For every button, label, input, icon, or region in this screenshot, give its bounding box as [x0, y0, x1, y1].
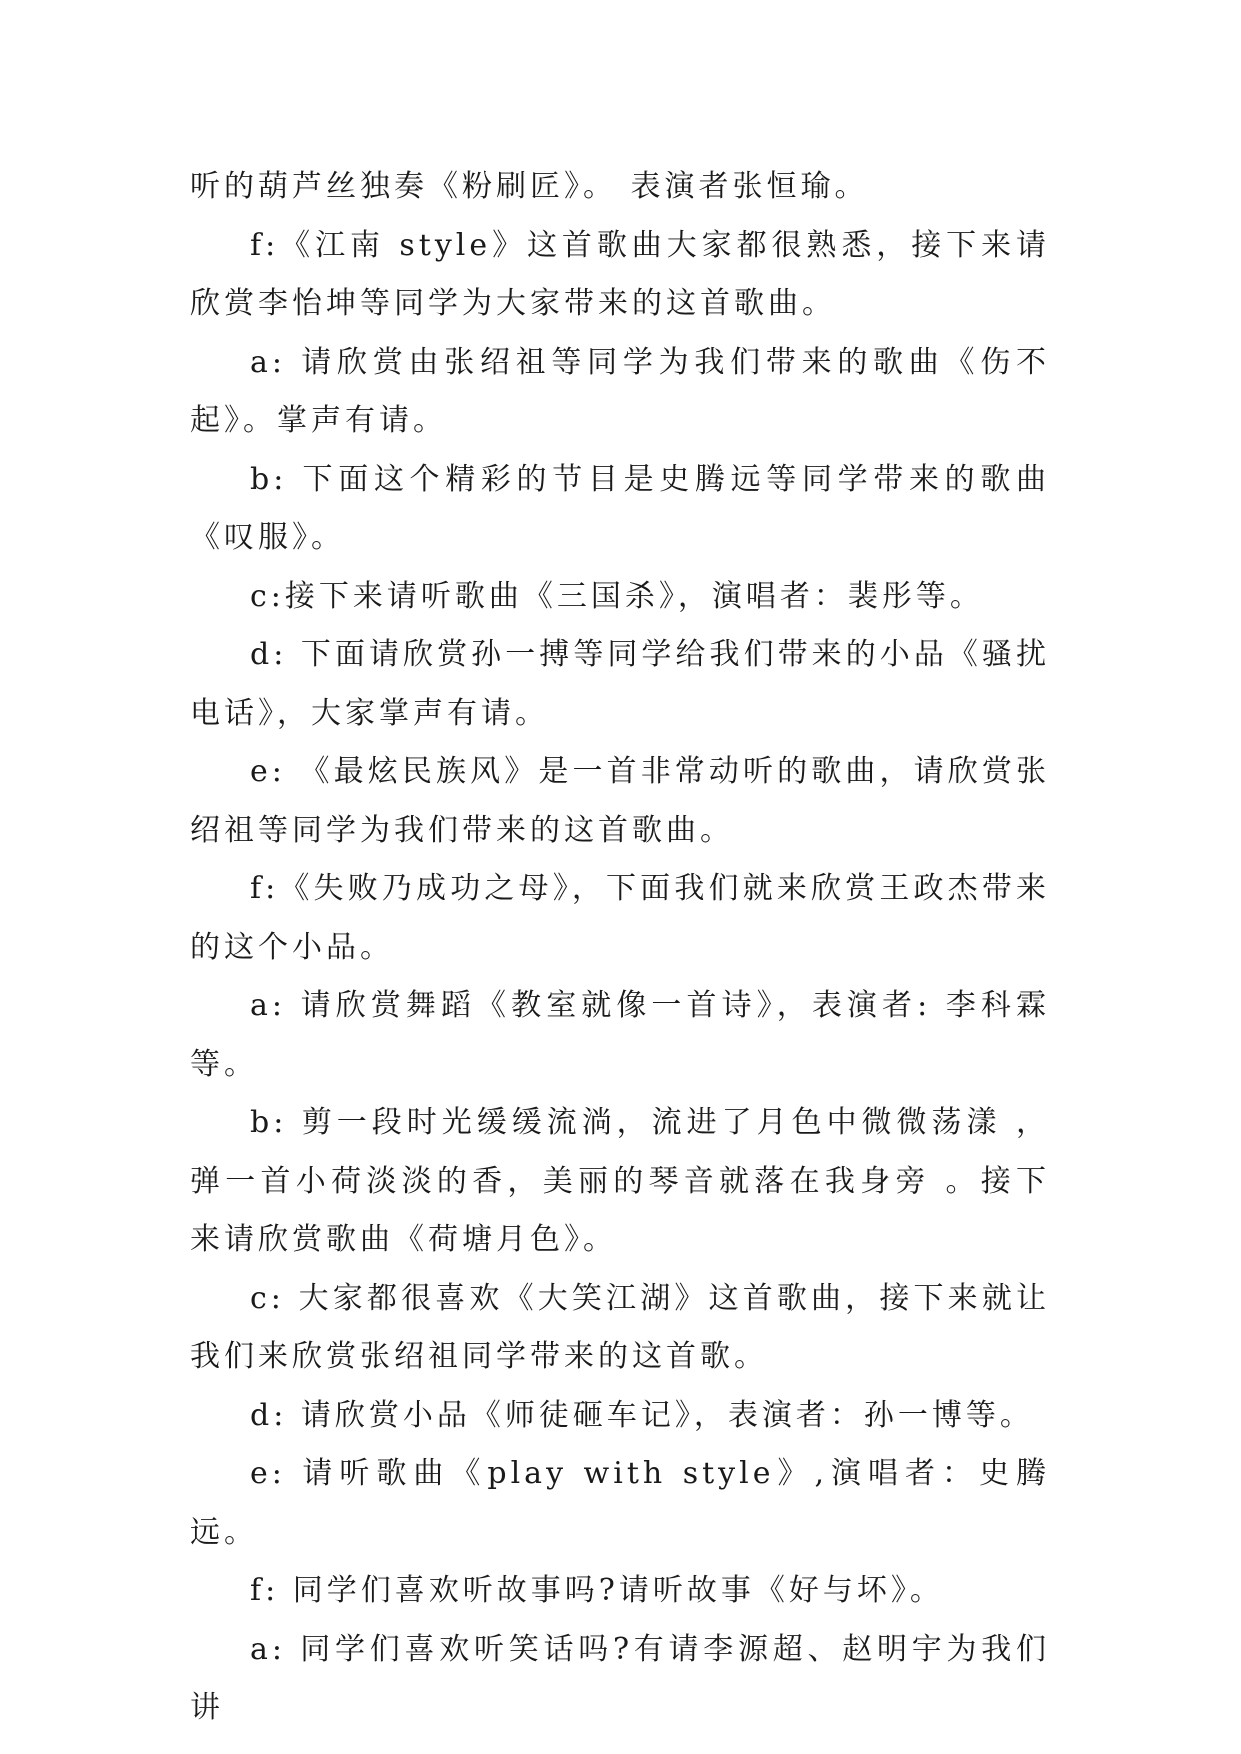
paragraph-12: d: 请欣赏小品《师徒砸车记》，表演者：孙一博等。	[250, 1397, 1034, 1433]
paragraph-11: c: 大家都很喜欢《大笑江湖》这首歌曲，接下来就让我们来欣赏张绍祖同学带来的这首歌。	[190, 1280, 1050, 1374]
paragraph-4: b: 下面这个精彩的节目是史腾远等同学带来的歌曲《叹服》。	[190, 461, 1050, 555]
document-body	[190, 158, 1050, 1738]
paragraph-6: d: 下面请欣赏孙一搏等同学给我们带来的小品《骚扰电话》，大家掌声有请。	[190, 637, 1050, 731]
paragraph-10: b: 剪一段时光缓缓流淌，流进了月色中微微荡漾 ，弹一首小荷淡淡的香，美丽的琴音就落在我身旁 。接下来请欣赏歌曲《荷塘月色》。	[190, 1105, 1050, 1257]
paragraph-13: e: 请听歌曲《play with style》,演唱者：史腾远。	[190, 1456, 1050, 1550]
paragraph-14: f: 同学们喜欢听故事吗?请听故事《好与坏》。	[250, 1573, 944, 1608]
paragraph-3: a: 请欣赏由张绍祖等同学为我们带来的歌曲《伤不起》。掌声有请。	[190, 344, 1050, 438]
paragraph-7: e: 《最炫民族风》是一首非常动听的歌曲，请欣赏张绍祖等同学为我们带来的这首歌曲。	[190, 754, 1050, 848]
paragraph-5: c:接下来请听歌曲《三国杀》，演唱者：裴彤等。	[250, 578, 984, 614]
paragraph-8: f:《失败乃成功之母》，下面我们就来欣赏王政杰带来的这个小品。	[190, 871, 1050, 965]
paragraph-15: a: 同学们喜欢听笑话吗?有请李源超、赵明宇为我们讲	[190, 1631, 1050, 1725]
paragraph-2: f:《江南 style》这首歌曲大家都很熟悉，接下来请欣赏李怡坤等同学为大家带来的这首歌曲。	[190, 227, 1050, 321]
paragraph-1: 听的葫芦丝独奏《粉刷匠》。 表演者张恒瑜。	[190, 169, 869, 204]
paragraph-9: a: 请欣赏舞蹈《教室就像一首诗》，表演者: 李科霖等。	[190, 988, 1050, 1082]
